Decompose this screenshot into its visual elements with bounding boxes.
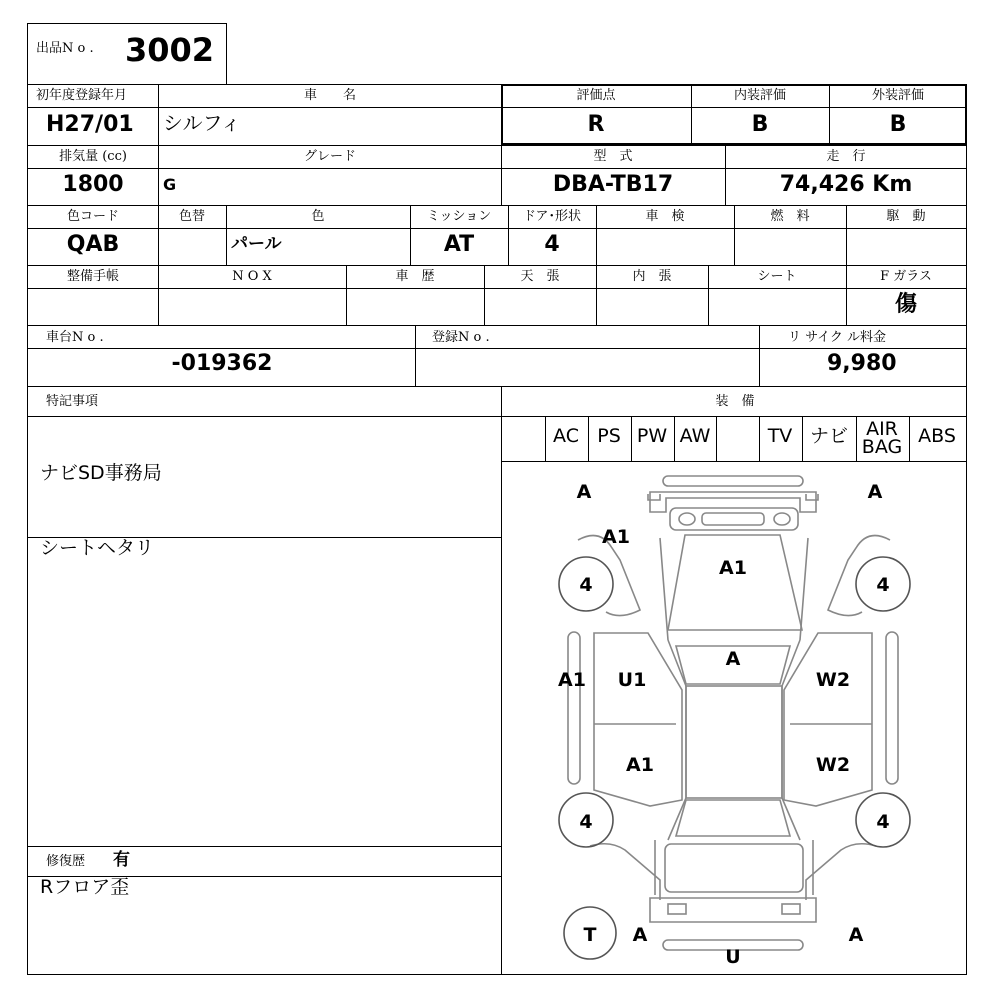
damage-mark: T — [583, 924, 597, 946]
damage-mark: A1 — [626, 754, 654, 776]
color-change-label: 色替 — [178, 209, 206, 224]
color-code-label: 色コード — [66, 209, 120, 224]
lot-number-label: 出品N o . — [36, 41, 94, 56]
drive-label: 駆 動 — [886, 209, 926, 224]
damage-mark: A — [632, 924, 648, 946]
equipment-item-8: AIR BAG — [861, 418, 903, 458]
model-code-value: DBA-TB17 — [552, 172, 674, 197]
damage-mark: A — [725, 648, 741, 670]
displacement-value: 1800 — [62, 172, 124, 197]
equipment-item-2: PS — [597, 425, 621, 447]
interior-grade-label: 内装評価 — [733, 88, 787, 103]
equipment-item-7: ナビ — [809, 425, 849, 447]
score-value: R — [587, 112, 605, 137]
registration-number-label: 登録N o . — [432, 330, 490, 345]
car-history-label: 車 歴 — [395, 269, 435, 284]
repair-history-value: 有 — [113, 850, 130, 870]
damage-mark: A — [867, 481, 883, 503]
chassis-number-value: -019362 — [171, 351, 273, 376]
interior-grade-value: B — [751, 112, 769, 137]
nox-label: N O X — [232, 269, 272, 284]
damage-mark: 4 — [876, 811, 890, 833]
door-shape-label: ドア･形状 — [522, 209, 582, 224]
damage-mark: A — [848, 924, 864, 946]
car-name-value: シルフィ — [163, 111, 241, 135]
seat-label: シート — [757, 269, 797, 284]
remarks-line-1: ナビSD事務局 — [40, 462, 162, 484]
score-label: 評価点 — [576, 88, 616, 103]
front-glass-label: F ガラス — [880, 269, 932, 284]
door-shape-value: 4 — [544, 232, 560, 257]
damage-mark: 4 — [579, 574, 593, 596]
headliner-label: 天 張 — [520, 269, 560, 284]
color-value: パール — [231, 234, 282, 254]
transmission-value: AT — [443, 232, 475, 257]
repair-history-label: 修復歴 — [46, 854, 86, 869]
equipment-item-6: TV — [767, 425, 793, 447]
mileage-label: 走 行 — [826, 149, 866, 164]
equipment-label: 装 備 — [715, 394, 755, 409]
damage-mark: U — [725, 946, 741, 968]
grade-label: グレード — [303, 149, 357, 164]
mileage-value: 74,426 Km — [779, 172, 913, 197]
color-code-value: QAB — [66, 232, 120, 257]
damage-mark: 4 — [579, 811, 593, 833]
transmission-label: ミッション — [426, 209, 492, 224]
displacement-label: 排気量 (cc) — [59, 149, 127, 164]
equipment-item-4: AW — [679, 425, 711, 447]
damage-mark: A1 — [558, 669, 586, 691]
equipment-item-3: PW — [636, 425, 668, 447]
damage-mark: W2 — [815, 754, 851, 776]
interior-trim-label: 内 張 — [632, 269, 672, 284]
equipment-item-1: AC — [553, 425, 579, 447]
model-code-label: 型 式 — [593, 149, 633, 164]
recycle-fee-value: 9,980 — [827, 351, 897, 376]
exterior-grade-label: 外装評価 — [871, 88, 925, 103]
first-registration-label: 初年度登録年月 — [36, 88, 128, 103]
equipment-item-9: ABS — [918, 425, 956, 447]
color-label: 色 — [311, 209, 325, 224]
recycle-fee-label: リ サイク ル料金 — [787, 330, 887, 345]
damage-mark: A1 — [602, 526, 630, 548]
damage-mark: A — [576, 481, 592, 503]
service-record-label: 整備手帳 — [66, 269, 120, 284]
inspection-label: 車 検 — [645, 209, 685, 224]
lot-number-value: 3002 — [125, 31, 215, 69]
car-name-label: 車 名 — [303, 88, 357, 103]
repair-note: Rフロア歪 — [40, 876, 130, 898]
fuel-label: 燃 料 — [770, 209, 810, 224]
damage-mark: W2 — [815, 669, 851, 691]
front-glass-value: 傷 — [894, 292, 918, 317]
damage-mark: A1 — [719, 557, 747, 579]
grade-value: G — [163, 175, 177, 194]
chassis-number-label: 車台N o . — [46, 330, 104, 345]
first-registration-value: H27/01 — [46, 112, 134, 137]
remarks-line-2: シートヘタリ — [40, 537, 155, 559]
damage-mark: U1 — [617, 669, 647, 691]
damage-mark: 4 — [876, 574, 890, 596]
exterior-grade-value: B — [889, 112, 907, 137]
remarks-label: 特記事項 — [46, 394, 99, 409]
